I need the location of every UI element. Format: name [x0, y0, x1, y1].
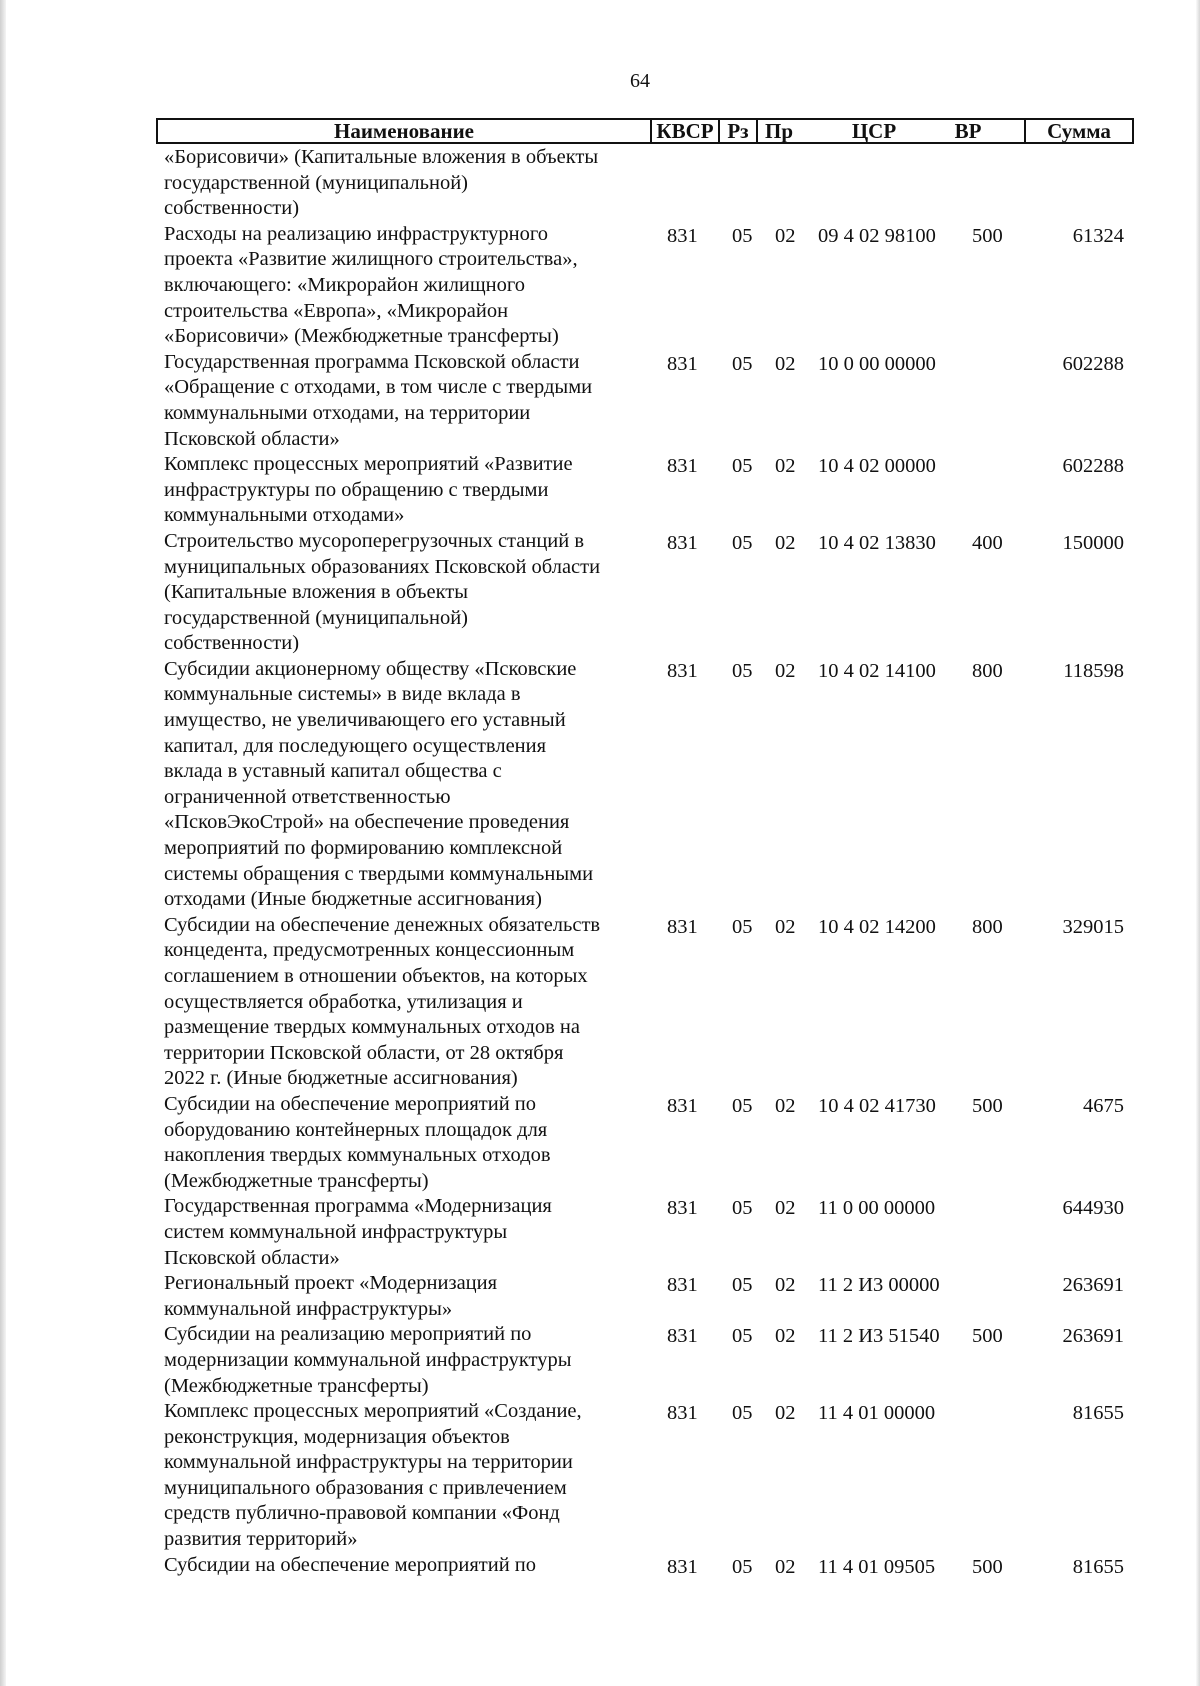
- section-code: 05: [732, 915, 753, 938]
- table-row: [0, 222, 1200, 350]
- subsection-code: 02: [775, 224, 796, 247]
- kvsr-code: 831: [667, 531, 698, 554]
- section-code: 05: [732, 1274, 753, 1297]
- amount: 602288: [1062, 352, 1124, 375]
- target-article-code: 11 2 И3 51540: [818, 1325, 940, 1348]
- header-name: Наименование: [334, 119, 474, 143]
- header-pr: Пр: [756, 120, 800, 142]
- section-code: 05: [732, 1555, 753, 1578]
- amount: 263691: [1062, 1274, 1124, 1297]
- page-number: 64: [630, 70, 650, 92]
- amount: 81655: [1072, 1555, 1124, 1578]
- amount: 81655: [1072, 1402, 1124, 1425]
- table-row: [0, 657, 1200, 913]
- row-name: Государственная программа «Модернизация систем коммунальной инфраструктуры Псковской области»: [164, 1195, 552, 1269]
- amount: 644930: [1062, 1197, 1124, 1220]
- header-vr: ВР: [954, 119, 982, 143]
- subsection-code: 02: [775, 1402, 796, 1425]
- kvsr-code: 831: [667, 1274, 698, 1297]
- section-code: 05: [732, 531, 753, 554]
- amount: 150000: [1062, 531, 1124, 554]
- section-code: 05: [732, 1325, 753, 1348]
- table-row: [0, 1194, 1200, 1271]
- expense-type-code: 500: [972, 1555, 1003, 1578]
- expense-type-code: 500: [972, 224, 1003, 247]
- target-article-code: 11 4 01 09505: [818, 1555, 936, 1578]
- row-name: Субсидии на обеспечение мероприятий по: [164, 1553, 537, 1576]
- target-article-code: 10 4 02 14100: [818, 659, 936, 682]
- kvsr-code: 831: [667, 1325, 698, 1348]
- table-row: [0, 145, 1200, 222]
- kvsr-code: 831: [667, 224, 698, 247]
- target-article-code: 10 4 02 41730: [818, 1094, 936, 1117]
- kvsr-code: 831: [667, 352, 698, 375]
- amount: 329015: [1062, 915, 1124, 938]
- expense-type-code: 800: [972, 659, 1003, 682]
- table-row: [0, 1322, 1200, 1399]
- target-article-code: 11 0 00 00000: [818, 1197, 936, 1220]
- row-name: Субсидии на обеспечение денежных обязательств концедента, предусмотренных концессионным соглашением в отношении объектов, на которых осуществляется обработка, утилизация и размещение твердых коммунальных отходов на территории Псковской области, от 28 октября 2022 г. (Иные бюджетные ассигнования): [164, 913, 601, 1090]
- target-article-code: 10 4 02 00000: [818, 455, 936, 478]
- target-article-code: 10 4 02 14200: [818, 915, 936, 938]
- row-name: «Борисовичи» (Капитальные вложения в объекты государственной (муниципальной) собственности): [164, 146, 599, 220]
- table-header: [156, 118, 1134, 144]
- amount: 61324: [1072, 224, 1124, 247]
- table-body: [0, 145, 1200, 1578]
- header-rz: Рз: [718, 120, 756, 142]
- subsection-code: 02: [775, 531, 796, 554]
- table-row: [0, 913, 1200, 1092]
- subsection-code: 02: [775, 659, 796, 682]
- subsection-code: 02: [775, 1325, 796, 1348]
- header-sum: Сумма: [1024, 120, 1132, 142]
- table-row: [0, 1553, 1200, 1579]
- kvsr-code: 831: [667, 915, 698, 938]
- expense-type-code: 800: [972, 915, 1003, 938]
- subsection-code: 02: [775, 455, 796, 478]
- row-name: Государственная программа Псковской области «Обращение с отходами, в том числе с твердыми коммунальными отходами, на территории Псковской области»: [164, 350, 593, 450]
- kvsr-code: 831: [667, 455, 698, 478]
- amount: 4675: [1083, 1094, 1124, 1117]
- kvsr-code: 831: [667, 1555, 698, 1578]
- amount: 602288: [1062, 455, 1124, 478]
- section-code: 05: [732, 659, 753, 682]
- kvsr-code: 831: [667, 1094, 698, 1117]
- section-code: 05: [732, 1197, 753, 1220]
- row-name: Комплекс процессных мероприятий «Создание, реконструкция, модернизация объектов коммунальной инфраструктуры на территории муниципального образования с привлечением средств публично-правовой компании «Фонд развития территорий»: [164, 1400, 582, 1551]
- section-code: 05: [732, 224, 753, 247]
- table-row: [0, 1092, 1200, 1194]
- table-row: [0, 350, 1200, 452]
- expense-type-code: 400: [972, 531, 1003, 554]
- target-article-code: 09 4 02 98100: [818, 224, 936, 247]
- table-row: [0, 452, 1200, 529]
- kvsr-code: 831: [667, 1197, 698, 1220]
- expense-type-code: 500: [972, 1325, 1003, 1348]
- amount: 118598: [1063, 659, 1124, 682]
- section-code: 05: [732, 1094, 753, 1117]
- kvsr-code: 831: [667, 1402, 698, 1425]
- target-article-code: 10 0 00 00000: [818, 352, 936, 375]
- section-code: 05: [732, 352, 753, 375]
- row-name: Субсидии акционерному обществу «Псковские коммунальные системы» в виде вклада в имущество, не увеличивающего его уставный капитал, для последующего осуществления вклада в уставный капитал общества с ограниченной ответственностью «ПсковЭкоСтрой» на обеспечение проведения мероприятий по формированию комплексной системы обращения с твердыми коммунальными отходами (Иные бюджетные ассигнования): [164, 657, 594, 911]
- target-article-code: 10 4 02 13830: [818, 531, 936, 554]
- header-csr: ЦСР: [851, 119, 897, 143]
- amount: 263691: [1062, 1325, 1124, 1348]
- subsection-code: 02: [775, 1555, 796, 1578]
- subsection-code: 02: [775, 915, 796, 938]
- table-row: [0, 1271, 1200, 1322]
- subsection-code: 02: [775, 1274, 796, 1297]
- row-name: Региональный проект «Модернизация коммунальной инфраструктуры»: [164, 1272, 498, 1320]
- target-article-code: 11 4 01 00000: [818, 1402, 936, 1425]
- header-kvsr: КВСР: [650, 120, 718, 142]
- row-name: Субсидии на обеспечение мероприятий по оборудованию контейнерных площадок для накопления твердых коммунальных отходов (Межбюджетные трансферты): [164, 1092, 551, 1192]
- subsection-code: 02: [775, 1197, 796, 1220]
- expense-type-code: 500: [972, 1094, 1003, 1117]
- row-name: Комплекс процессных мероприятий «Развитие инфраструктуры по обращению с твердыми коммунальными отходами»: [164, 453, 573, 527]
- subsection-code: 02: [775, 1094, 796, 1117]
- subsection-code: 02: [775, 352, 796, 375]
- table-row: [0, 1399, 1200, 1553]
- section-code: 05: [732, 455, 753, 478]
- section-code: 05: [732, 1402, 753, 1425]
- row-name: Субсидии на реализацию мероприятий по модернизации коммунальной инфраструктуры (Межбюджетные трансферты): [164, 1323, 572, 1397]
- kvsr-code: 831: [667, 659, 698, 682]
- table-row: [0, 529, 1200, 657]
- target-article-code: 11 2 И3 00000: [818, 1274, 940, 1297]
- row-name: Строительство мусороперегрузочных станций в муниципальных образованиях Псковской области (Капитальные вложения в объекты государственной (муниципальной) собственности): [164, 529, 601, 655]
- row-name: Расходы на реализацию инфраструктурного проекта «Развитие жилищного строительства», включающего: «Микрорайон жилищного строительства «Европа», «Микрорайон «Борисовичи» (Межбюджетные трансферты): [164, 222, 578, 348]
